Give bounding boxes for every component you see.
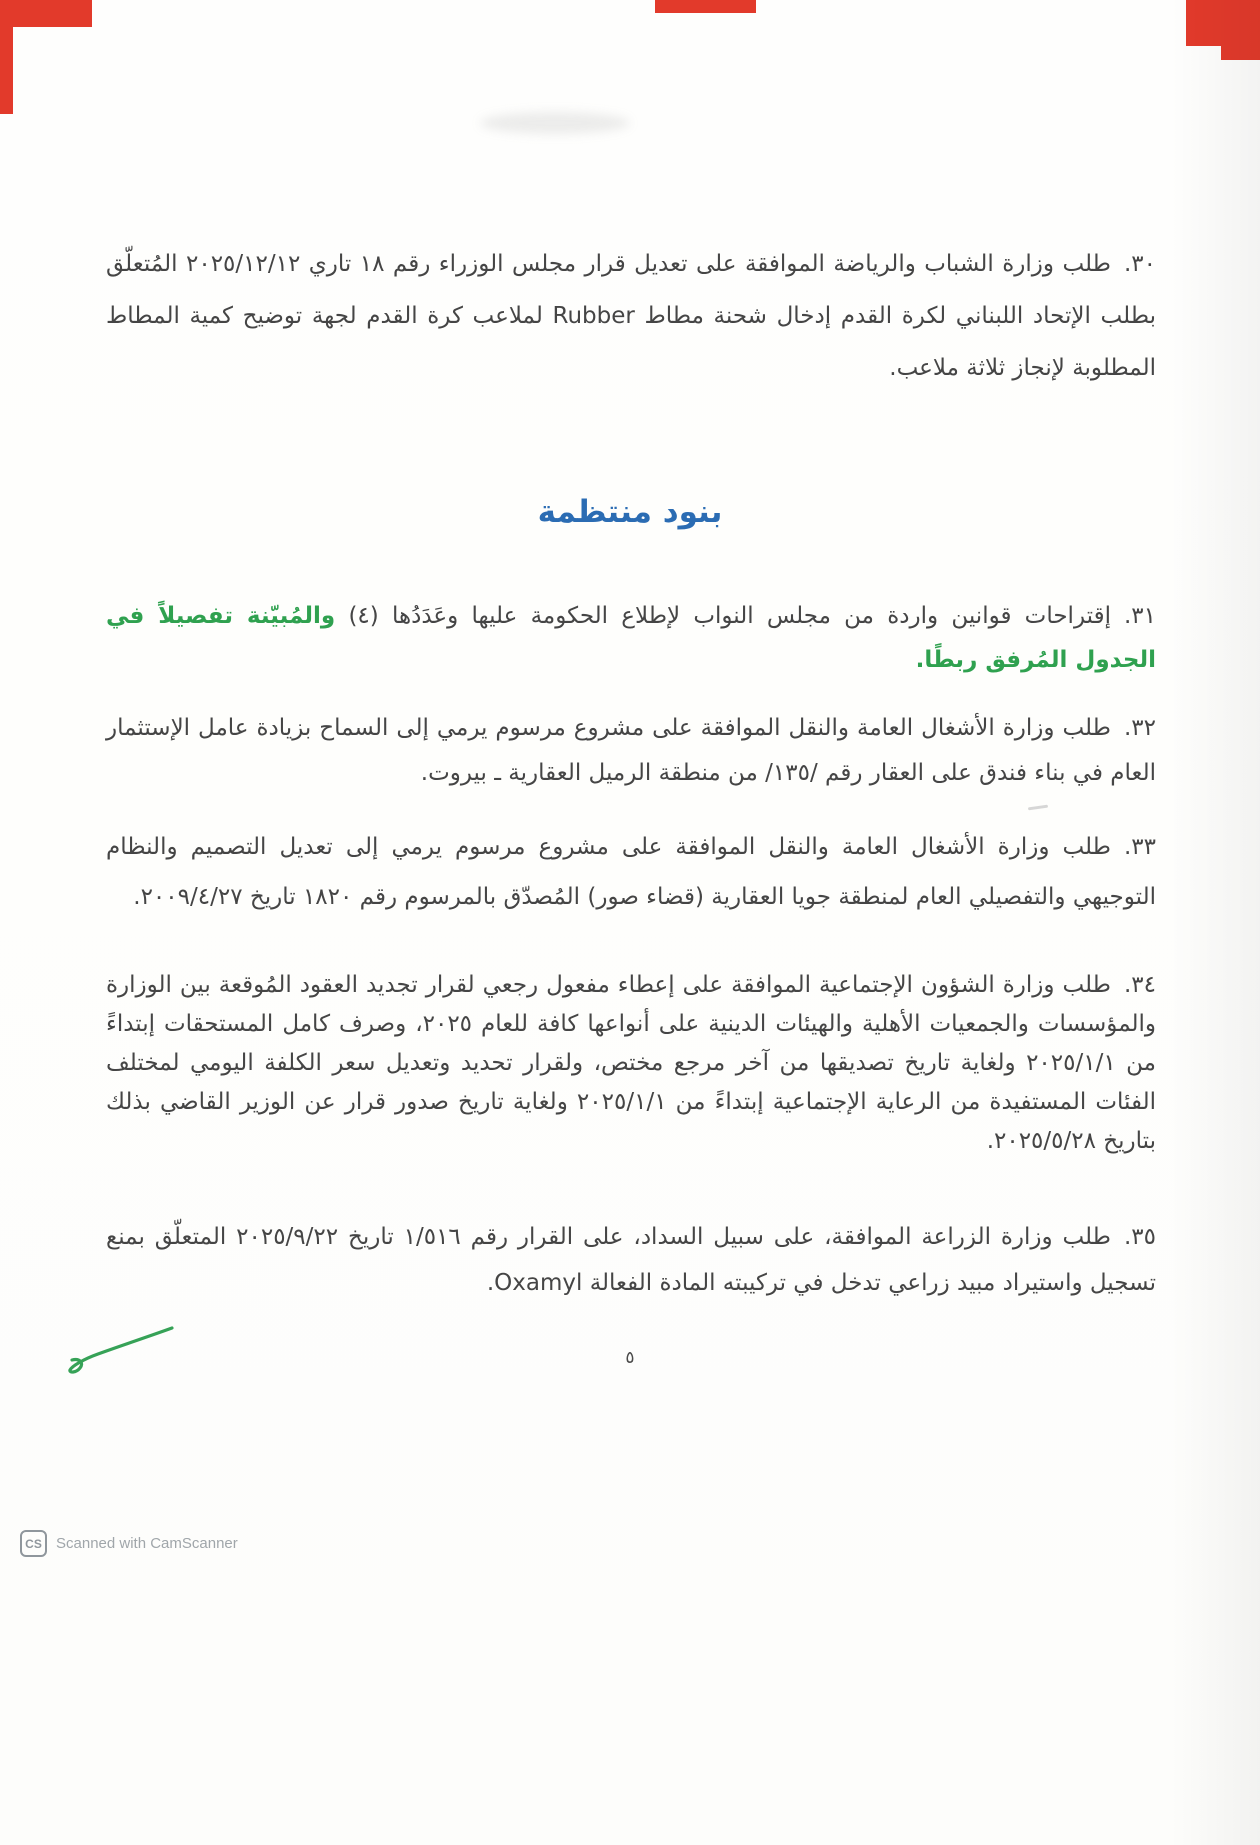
item-text: طلب وزارة الشؤون الإجتماعية الموافقة على إعطاء مفعول رجعي لقرار تجديد العقود المُوقعة بين الوزارة والمؤسسات والجمعيات الأهلية والهيئات الدينية على أنواعها كافة للعام ٢٠٢٥، وصرف كامل المستحقات إبتداءً من ٢٠٢٥/١/١ ولغاية تاريخ تصديقها من آخر مرجع مختص، ولقرار تحديد وتعديل سعر الكلفة اليومي لمختلف الفئات المستفيدة من الرعاية الإجتماعية إبتداءً من ٢٠٢٥/١/١ ولغاية تاريخ صدور قرار عن الوزير القاضي بذلك بتاريخ ٢٠٢٥/٥/٢٨.: [106, 972, 1156, 1154]
camscanner-text: Scanned with CamScanner: [56, 1535, 238, 1552]
item-text: طلب وزارة الشباب والرياضة الموافقة على تعديل قرار مجلس الوزراء رقم ١٨ تاري ٢٠٢٥/١٢/١٢ المُتعلّق بطلب الإتحاد اللبناني لكرة القدم إدخال شحنة مطاط Rubber لملاعب كرة القدم لجهة توضيح كمية المطاط المطلوبة لإنجاز ثلاثة ملاعب.: [106, 251, 1157, 381]
item-number: ٣١.: [1123, 603, 1156, 629]
agenda-item-30: [106, 238, 1156, 394]
agenda-item-33: [106, 822, 1156, 922]
item-text: طلب وزارة الأشغال العامة والنقل الموافقة على مشروع مرسوم يرمي إلى السماح بزيادة عامل الإستثمار العام في بناء فندق على العقار رقم /١٣٥/ من منطقة الرميل العقارية ـ بيروت.: [106, 715, 1156, 786]
item-text: إقتراحات قوانين واردة من مجلس النواب لإطلاع الحكومة عليها وعَدَدُها (٤): [335, 603, 1111, 629]
item-number: ٣٥.: [1123, 1224, 1156, 1250]
item-number: ٣٤.: [1123, 972, 1156, 998]
item-number: ٣٣.: [1123, 834, 1156, 860]
item-text: طلب وزارة الأشغال العامة والنقل الموافقة على مشروع مرسوم يرمي إلى تعديل التصميم والنظام التوجيهي والتفصيلي العام لمنطقة جويا العقارية (قضاء صور) المُصدّق بالمرسوم رقم ١٨٢٠ تاريخ ٢٠٠٩/٤/٢٧.: [106, 834, 1156, 910]
agenda-item-35: [106, 1214, 1156, 1306]
item-text-highlight: والمُبيّنة تفصيلاً في الجدول المُرفق ربطًا.: [106, 603, 1156, 673]
item-text: طلب وزارة الزراعة الموافقة، على سبيل السداد، على القرار رقم ١/٥١٦ تاريخ ٢٠٢٥/٩/٢٢ المتعلّق بمنع تسجيل واستيراد مبيد زراعي تدخل في تركيبته المادة الفعالة Oxamyl.: [106, 1224, 1156, 1296]
signature-mark: [50, 1320, 180, 1380]
agenda-item-32: [106, 706, 1156, 796]
item-number: ٣٠.: [1123, 251, 1156, 277]
section-heading: بنود منتظمة: [537, 494, 723, 530]
page-number: ٥: [625, 1348, 635, 1368]
item-number: ٣٢.: [1123, 715, 1156, 741]
agenda-item-34: [106, 966, 1156, 1161]
camscanner-logo-icon: CS: [20, 1530, 47, 1557]
camscanner-footer: [20, 1530, 238, 1557]
agenda-item-31: [106, 594, 1156, 682]
